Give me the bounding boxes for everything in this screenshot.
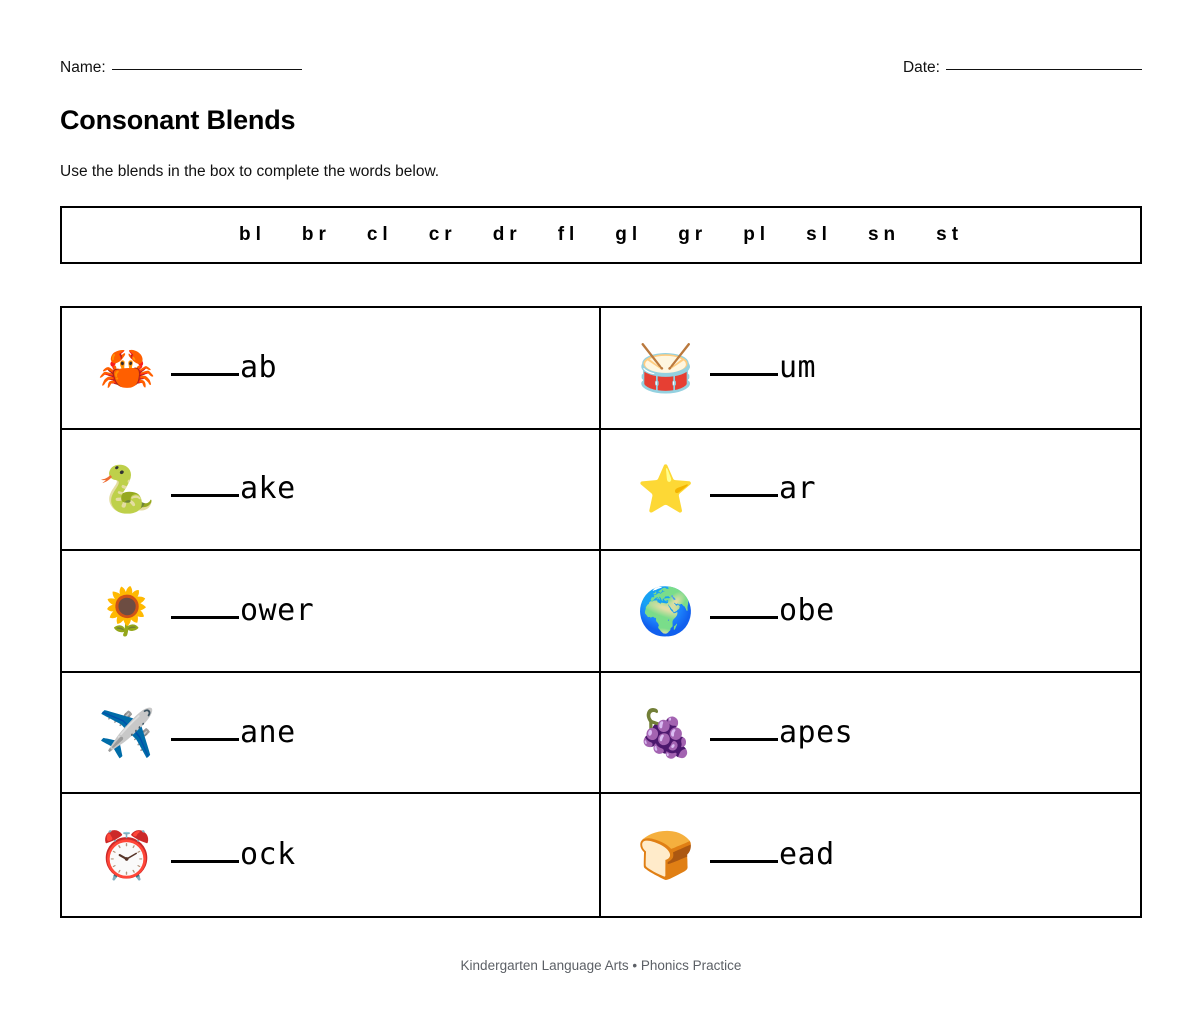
- exercise-grid: [60, 306, 1142, 918]
- blend-item: gr: [678, 224, 708, 245]
- sunflower-icon: 🌻: [98, 583, 156, 638]
- word-bank-list: [239, 224, 963, 246]
- word-ending: ead: [779, 837, 835, 873]
- snake-icon: 🐍: [98, 462, 156, 517]
- word-prompt: [710, 837, 835, 873]
- exercise-cell: [601, 308, 1140, 430]
- word-ending: apes: [779, 714, 854, 750]
- name-field[interactable]: [60, 58, 302, 78]
- blend-item: cl: [366, 224, 393, 245]
- word-prompt: [710, 715, 853, 751]
- date-field[interactable]: [903, 58, 1142, 78]
- word-prompt: [710, 593, 835, 629]
- word-ending: ake: [240, 471, 296, 507]
- word-prompt: [171, 715, 296, 751]
- exercise-cell: [62, 430, 601, 552]
- blend-item: sl: [806, 224, 832, 245]
- exercise-cell: [601, 430, 1140, 552]
- name-write-line[interactable]: [112, 69, 302, 70]
- blend-item: pl: [743, 224, 771, 245]
- answer-blank[interactable]: [710, 494, 778, 497]
- answer-blank[interactable]: [171, 738, 239, 741]
- word-prompt: [171, 350, 277, 386]
- answer-blank[interactable]: [171, 616, 239, 619]
- blend-item: st: [936, 224, 964, 245]
- answer-blank[interactable]: [171, 494, 239, 497]
- footer-text: Kindergarten Language Arts • Phonics Practice: [460, 958, 742, 973]
- star-icon: ⭐: [637, 462, 695, 517]
- answer-blank[interactable]: [171, 373, 239, 376]
- bread-icon: 🍞: [637, 828, 695, 883]
- answer-blank[interactable]: [710, 738, 778, 741]
- blend-item: fl: [557, 224, 580, 245]
- word-ending: ower: [240, 592, 315, 628]
- date-write-line[interactable]: [946, 69, 1142, 70]
- word-ending: um: [779, 349, 817, 385]
- word-ending: ock: [240, 837, 296, 873]
- answer-blank[interactable]: [710, 860, 778, 863]
- blend-item: sn: [867, 224, 901, 245]
- word-prompt: [171, 837, 296, 873]
- student-meta-row: [60, 58, 1142, 82]
- exercise-cell: [62, 673, 601, 795]
- blend-item: gl: [615, 224, 643, 245]
- blend-item: br: [301, 224, 331, 245]
- drum-icon: 🥁: [637, 340, 695, 395]
- blend-item: bl: [238, 224, 266, 245]
- airplane-icon: ✈️: [98, 705, 156, 760]
- instructions-text: Use the blends in the box to complete the words below.: [60, 163, 440, 180]
- word-prompt: [171, 471, 296, 507]
- name-label: Name:: [60, 59, 106, 76]
- answer-blank[interactable]: [710, 616, 778, 619]
- answer-blank[interactable]: [710, 373, 778, 376]
- page-title: Consonant Blends: [60, 105, 296, 135]
- word-prompt: [710, 350, 816, 386]
- exercise-cell: [601, 673, 1140, 795]
- word-ending: ar: [779, 471, 817, 507]
- word-ending: ane: [240, 714, 296, 750]
- date-label: Date:: [902, 59, 940, 76]
- exercise-cell: [62, 794, 601, 916]
- word-bank-box: [60, 206, 1142, 264]
- blend-item: dr: [492, 224, 522, 245]
- globe-icon: 🌍: [637, 583, 695, 638]
- exercise-cell: [62, 308, 601, 430]
- alarm-clock-icon: ⏰: [98, 828, 156, 883]
- word-prompt: [710, 471, 816, 507]
- word-prompt: [171, 593, 314, 629]
- exercise-cell: [601, 794, 1140, 916]
- blend-item: cr: [428, 224, 457, 245]
- answer-blank[interactable]: [171, 860, 239, 863]
- exercise-cell: [601, 551, 1140, 673]
- grapes-icon: 🍇: [637, 705, 695, 760]
- word-ending: ab: [240, 349, 278, 385]
- exercise-cell: [62, 551, 601, 673]
- crab-icon: 🦀: [98, 340, 156, 395]
- word-ending: obe: [779, 592, 835, 628]
